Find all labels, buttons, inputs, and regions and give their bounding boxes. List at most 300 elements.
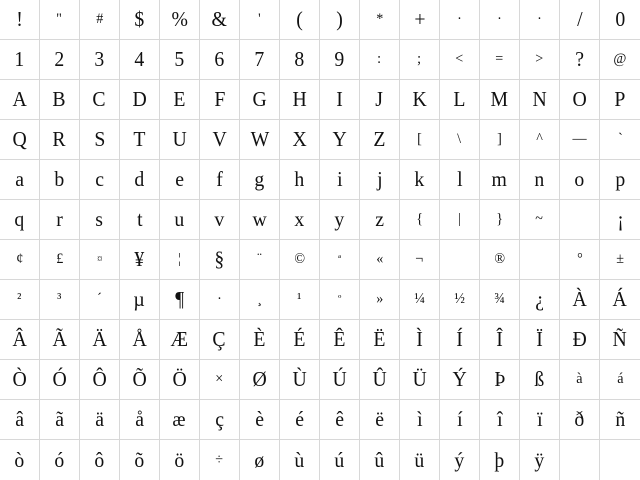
glyph-cell-G[interactable] bbox=[240, 80, 280, 120]
glyph-cell-Odieresis[interactable] bbox=[160, 360, 200, 400]
glyph-braceleft: { bbox=[416, 211, 423, 227]
glyph-cell-odieresis[interactable] bbox=[160, 440, 200, 480]
glyph-cell-L[interactable] bbox=[440, 80, 480, 120]
glyph-cell-u[interactable] bbox=[160, 200, 200, 240]
glyph-cell-currency[interactable] bbox=[80, 240, 120, 280]
glyph-cell-blank[interactable] bbox=[600, 440, 640, 480]
glyph-comma: · bbox=[457, 11, 462, 27]
glyph-r: r bbox=[56, 207, 63, 231]
glyph-cell-Ucircumflex[interactable] bbox=[360, 360, 400, 400]
glyph-cell-Iacute[interactable] bbox=[440, 320, 480, 360]
glyph-Idieresis: Ï bbox=[536, 327, 543, 351]
glyph-threesuperior: ³ bbox=[57, 291, 62, 307]
glyph-Q: Q bbox=[12, 127, 27, 151]
glyph-cell-bracketright[interactable] bbox=[480, 120, 520, 160]
glyph-x: x bbox=[294, 207, 305, 231]
glyph-cell-parenright[interactable] bbox=[320, 0, 360, 40]
glyph-cell-F[interactable] bbox=[200, 80, 240, 120]
glyph-acute: ´ bbox=[97, 291, 102, 307]
glyph-Eacute: É bbox=[293, 327, 306, 351]
glyph-eight: 8 bbox=[294, 47, 305, 71]
glyph-cell-yen[interactable] bbox=[120, 240, 160, 280]
glyph-egrave: è bbox=[255, 407, 264, 431]
glyph-onesuperior: ¹ bbox=[297, 291, 302, 307]
glyph-cell-section[interactable] bbox=[200, 240, 240, 280]
glyph-cell-p[interactable] bbox=[600, 160, 640, 200]
glyph-cell-questiondown[interactable] bbox=[520, 280, 560, 320]
glyph-less: < bbox=[455, 51, 464, 67]
glyph-bar: | bbox=[458, 211, 461, 227]
glyph-cell-o[interactable] bbox=[560, 160, 600, 200]
glyph-adieresis: ä bbox=[95, 407, 104, 431]
glyph-oslash: ø bbox=[254, 447, 265, 472]
glyph-mu: µ bbox=[133, 287, 146, 311]
glyph-AE: Æ bbox=[170, 327, 189, 351]
glyph-cell-cent[interactable] bbox=[0, 240, 40, 280]
glyph-u: u bbox=[174, 207, 185, 231]
glyph-Acircumflex: Â bbox=[12, 327, 27, 351]
glyph-cell-m[interactable] bbox=[480, 160, 520, 200]
glyph-cell-k[interactable] bbox=[400, 160, 440, 200]
glyph-cell-ucircumflex[interactable] bbox=[360, 440, 400, 480]
glyph-cell-edieresis[interactable] bbox=[360, 400, 400, 440]
glyph-cell-onesuperior[interactable] bbox=[280, 280, 320, 320]
glyph-cell-E[interactable] bbox=[160, 80, 200, 120]
glyph-cell-four[interactable] bbox=[120, 40, 160, 80]
glyph-cell-T[interactable] bbox=[120, 120, 160, 160]
glyph-cell-P[interactable] bbox=[600, 80, 640, 120]
glyph-periodcentered: · bbox=[217, 291, 222, 307]
glyph-M: M bbox=[490, 87, 509, 111]
glyph-cell-A[interactable] bbox=[0, 80, 40, 120]
glyph-divide: ÷ bbox=[215, 451, 224, 468]
glyph-T: T bbox=[133, 127, 146, 151]
glyph-cell-Atilde[interactable] bbox=[40, 320, 80, 360]
glyph-cell-grave[interactable] bbox=[600, 120, 640, 160]
glyph-F: F bbox=[214, 87, 225, 111]
glyph-s: s bbox=[95, 207, 104, 231]
glyph-cell-ordfeminine[interactable] bbox=[320, 240, 360, 280]
glyph-atilde: ã bbox=[55, 407, 64, 431]
glyph-yen: ¥ bbox=[134, 247, 145, 271]
glyph-Y: Y bbox=[332, 127, 347, 151]
glyph-cell-blank[interactable] bbox=[520, 240, 560, 280]
glyph-cell-I[interactable] bbox=[320, 80, 360, 120]
glyph-cell-guillemotright[interactable] bbox=[360, 280, 400, 320]
glyph-sterling: £ bbox=[55, 251, 64, 267]
glyph-O: O bbox=[572, 87, 587, 111]
glyph-cell-aring[interactable] bbox=[120, 400, 160, 440]
glyph-cell-at[interactable] bbox=[600, 40, 640, 80]
glyph-cell-e[interactable] bbox=[160, 160, 200, 200]
glyph-cell-dollar[interactable] bbox=[120, 0, 160, 40]
glyph-section: § bbox=[214, 247, 225, 271]
glyph-degree: ° bbox=[576, 251, 583, 267]
glyph-cell-six[interactable] bbox=[200, 40, 240, 80]
glyph-E: E bbox=[173, 87, 186, 111]
glyph-cell-Edieresis[interactable] bbox=[360, 320, 400, 360]
glyph-cell-b[interactable] bbox=[40, 160, 80, 200]
glyph-cell-ordmasculine[interactable] bbox=[320, 280, 360, 320]
glyph-cell-Udieresis[interactable] bbox=[400, 360, 440, 400]
glyph-z: z bbox=[375, 207, 384, 231]
glyph-cell-X[interactable] bbox=[280, 120, 320, 160]
glyph-cell-backslash[interactable] bbox=[440, 120, 480, 160]
glyph-cell-zero[interactable] bbox=[600, 0, 640, 40]
glyph-cell-multiply[interactable] bbox=[200, 360, 240, 400]
glyph-cell-h[interactable] bbox=[280, 160, 320, 200]
glyph-cell-y[interactable] bbox=[320, 200, 360, 240]
glyph-cell-eth[interactable] bbox=[560, 400, 600, 440]
glyph-question: ? bbox=[575, 47, 584, 71]
glyph-three: 3 bbox=[94, 47, 105, 71]
glyph-cell-asciicircum[interactable] bbox=[520, 120, 560, 160]
glyph-ordmasculine: º bbox=[337, 293, 342, 305]
glyph-nine: 9 bbox=[334, 47, 345, 71]
glyph-cell-f[interactable] bbox=[200, 160, 240, 200]
glyph-i: i bbox=[336, 167, 343, 191]
glyph-cell-AE[interactable] bbox=[160, 320, 200, 360]
glyph-cell-Aring[interactable] bbox=[120, 320, 160, 360]
glyph-yacute: ý bbox=[454, 447, 465, 472]
glyph-cell-Z[interactable] bbox=[360, 120, 400, 160]
glyph-oacute: ó bbox=[54, 447, 65, 472]
glyph-cell-plus[interactable] bbox=[400, 0, 440, 40]
glyph-at: @ bbox=[613, 51, 627, 67]
glyph-bracketright: ] bbox=[497, 131, 502, 147]
glyph-multiply: × bbox=[215, 371, 224, 387]
glyph-cent: ¢ bbox=[15, 251, 24, 267]
glyph-otilde: õ bbox=[134, 447, 145, 472]
glyph-cell-three[interactable] bbox=[80, 40, 120, 80]
glyph-cell-Otilde[interactable] bbox=[120, 360, 160, 400]
glyph-cell-one[interactable] bbox=[0, 40, 40, 80]
glyph-cell-braceleft[interactable] bbox=[400, 200, 440, 240]
glyph-aacute: á bbox=[616, 371, 624, 387]
glyph-cell-Igrave[interactable] bbox=[400, 320, 440, 360]
glyph-Ucircumflex: Û bbox=[372, 367, 387, 391]
glyph-cell-egrave[interactable] bbox=[240, 400, 280, 440]
glyph-five: 5 bbox=[174, 47, 185, 71]
glyph-cell-two[interactable] bbox=[40, 40, 80, 80]
glyph-cell-asterisk[interactable] bbox=[360, 0, 400, 40]
glyph-cell-H[interactable] bbox=[280, 80, 320, 120]
glyph-cell-idieresis[interactable] bbox=[520, 400, 560, 440]
glyph-cell-ydieresis[interactable] bbox=[520, 440, 560, 480]
glyph-cell-aacute[interactable] bbox=[600, 360, 640, 400]
glyph-thorn: þ bbox=[494, 447, 505, 472]
glyph-cell-exclamdown[interactable] bbox=[600, 200, 640, 240]
glyph-cell-quotesingle[interactable] bbox=[240, 0, 280, 40]
glyph-cell-n[interactable] bbox=[520, 160, 560, 200]
glyph-underscore: — bbox=[572, 131, 587, 147]
glyph-ecircumflex: ê bbox=[335, 407, 344, 431]
glyph-cell-percent[interactable] bbox=[160, 0, 200, 40]
glyph-cell-Eacute[interactable] bbox=[280, 320, 320, 360]
glyph-asterisk: * bbox=[375, 11, 384, 27]
glyph-cell-twosuperior[interactable] bbox=[0, 280, 40, 320]
glyph-cell-ugrave[interactable] bbox=[280, 440, 320, 480]
glyph-cell-eacute[interactable] bbox=[280, 400, 320, 440]
glyph-cell-bar[interactable] bbox=[440, 200, 480, 240]
glyph-cell-Aacute[interactable] bbox=[600, 280, 640, 320]
glyph-cell-greater[interactable] bbox=[520, 40, 560, 80]
glyph-cell-plusminus[interactable] bbox=[600, 240, 640, 280]
glyph-cell-Idieresis[interactable] bbox=[520, 320, 560, 360]
glyph-cell-D[interactable] bbox=[120, 80, 160, 120]
glyph-cell-r[interactable] bbox=[40, 200, 80, 240]
glyph-cell-z[interactable] bbox=[360, 200, 400, 240]
glyph-igrave: ì bbox=[416, 407, 423, 431]
glyph-cell-w[interactable] bbox=[240, 200, 280, 240]
glyph-cell-V[interactable] bbox=[200, 120, 240, 160]
glyph-cell-J[interactable] bbox=[360, 80, 400, 120]
glyph-cell-copyright[interactable] bbox=[280, 240, 320, 280]
glyph-cell-oacute[interactable] bbox=[40, 440, 80, 480]
glyph-onequarter: ¼ bbox=[414, 291, 425, 307]
glyph-cell-asciitilde[interactable] bbox=[520, 200, 560, 240]
glyph-cell-germandbls[interactable] bbox=[520, 360, 560, 400]
glyph-cell-M[interactable] bbox=[480, 80, 520, 120]
glyph-guillemotleft: « bbox=[375, 251, 384, 267]
glyph-cell-S[interactable] bbox=[80, 120, 120, 160]
glyph-cell-guillemotleft[interactable] bbox=[360, 240, 400, 280]
glyph-cell-otilde[interactable] bbox=[120, 440, 160, 480]
glyph-edieresis: ë bbox=[375, 407, 384, 431]
glyph-cell-softhyphen[interactable] bbox=[440, 240, 480, 280]
glyph-Oacute: Ó bbox=[52, 367, 67, 391]
glyph-questiondown: ¿ bbox=[535, 287, 544, 311]
glyph-cell-slash[interactable] bbox=[560, 0, 600, 40]
glyph-plus: + bbox=[413, 7, 426, 31]
glyph-Icircumflex: Î bbox=[496, 327, 503, 351]
glyph-cell-Egrave[interactable] bbox=[240, 320, 280, 360]
glyph-H: H bbox=[292, 87, 307, 111]
glyph-cell-Q[interactable] bbox=[0, 120, 40, 160]
glyph-Aacute: Á bbox=[612, 287, 628, 311]
glyph-cell-braceright[interactable] bbox=[480, 200, 520, 240]
glyph-h: h bbox=[294, 167, 305, 191]
glyph-ampersand: & bbox=[211, 7, 228, 31]
glyph-C: C bbox=[92, 87, 107, 111]
glyph-guillemotright: » bbox=[375, 291, 384, 307]
glyph-cell-logicalnot[interactable] bbox=[400, 240, 440, 280]
glyph-cell-blank[interactable] bbox=[560, 200, 600, 240]
glyph-cell-Y[interactable] bbox=[320, 120, 360, 160]
glyph-cell-Uacute[interactable] bbox=[320, 360, 360, 400]
glyph-cell-O[interactable] bbox=[560, 80, 600, 120]
glyph-Thorn: Þ bbox=[494, 367, 505, 391]
glyph-cedilla: ¸ bbox=[257, 291, 262, 307]
glyph-cell-blank[interactable] bbox=[560, 440, 600, 480]
glyph-cell-ocircumflex[interactable] bbox=[80, 440, 120, 480]
glyph-period: · bbox=[537, 11, 542, 27]
glyph-cell-question[interactable] bbox=[560, 40, 600, 80]
glyph-twosuperior: ² bbox=[17, 291, 22, 307]
glyph-cell-udieresis[interactable] bbox=[400, 440, 440, 480]
glyph-cell-c[interactable] bbox=[80, 160, 120, 200]
glyph-cell-bracketleft[interactable] bbox=[400, 120, 440, 160]
glyph-cell-atilde[interactable] bbox=[40, 400, 80, 440]
glyph-cell-registered[interactable] bbox=[480, 240, 520, 280]
glyph-cell-thorn[interactable] bbox=[480, 440, 520, 480]
glyph-cell-Ograve[interactable] bbox=[0, 360, 40, 400]
glyph-Adieresis: Ä bbox=[92, 327, 107, 351]
glyph-cell-acute[interactable] bbox=[80, 280, 120, 320]
glyph-g: g bbox=[254, 167, 265, 191]
glyph-eth: ð bbox=[574, 407, 585, 431]
glyph-cell-d[interactable] bbox=[120, 160, 160, 200]
glyph-cell-t[interactable] bbox=[120, 200, 160, 240]
glyph-Yacute: Ý bbox=[452, 367, 467, 391]
glyph-cell-U[interactable] bbox=[160, 120, 200, 160]
glyph-cell-q[interactable] bbox=[0, 200, 40, 240]
glyph-cell-Ntilde[interactable] bbox=[600, 320, 640, 360]
glyph-cell-B[interactable] bbox=[40, 80, 80, 120]
glyph-cell-nine[interactable] bbox=[320, 40, 360, 80]
glyph-quotedbl: " bbox=[56, 11, 63, 27]
glyph-cell-semicolon[interactable] bbox=[400, 40, 440, 80]
glyph-cell-l[interactable] bbox=[440, 160, 480, 200]
glyph-cell-ntilde[interactable] bbox=[600, 400, 640, 440]
glyph-cell-agrave[interactable] bbox=[560, 360, 600, 400]
glyph-cell-igrave[interactable] bbox=[400, 400, 440, 440]
glyph-cell-W[interactable] bbox=[240, 120, 280, 160]
glyph-cell-quotedbl[interactable] bbox=[40, 0, 80, 40]
glyph-two: 2 bbox=[54, 47, 65, 71]
glyph-cell-ae[interactable] bbox=[160, 400, 200, 440]
glyph-Edieresis: Ë bbox=[373, 327, 386, 351]
glyph-cell-Yacute[interactable] bbox=[440, 360, 480, 400]
glyph-cell-j[interactable] bbox=[360, 160, 400, 200]
glyph-cell-colon[interactable] bbox=[360, 40, 400, 80]
glyph-backslash: \ bbox=[457, 131, 462, 147]
glyph-percent: % bbox=[171, 7, 188, 31]
glyph-Otilde: Õ bbox=[132, 367, 147, 391]
glyph-cell-N[interactable] bbox=[520, 80, 560, 120]
glyph-dollar: $ bbox=[134, 7, 145, 31]
glyph-cell-ccedilla[interactable] bbox=[200, 400, 240, 440]
glyph-cell-iacute[interactable] bbox=[440, 400, 480, 440]
glyph-numbersign: # bbox=[95, 11, 104, 27]
glyph-cell-Oacute[interactable] bbox=[40, 360, 80, 400]
glyph-Ugrave: Ù bbox=[292, 367, 307, 391]
glyph-asciitilde: ~ bbox=[535, 211, 544, 227]
glyph-cell-seven[interactable] bbox=[240, 40, 280, 80]
glyph-cell-yacute[interactable] bbox=[440, 440, 480, 480]
glyph-cell-threesuperior[interactable] bbox=[40, 280, 80, 320]
glyph-cell-x[interactable] bbox=[280, 200, 320, 240]
glyph-four: 4 bbox=[134, 47, 145, 71]
glyph-udieresis: ü bbox=[414, 447, 425, 472]
glyph-cell-i[interactable] bbox=[320, 160, 360, 200]
glyph-cell-a[interactable] bbox=[0, 160, 40, 200]
glyph-cell-Ecircumflex[interactable] bbox=[320, 320, 360, 360]
glyph-cell-periodcentered[interactable] bbox=[200, 280, 240, 320]
glyph-cell-C[interactable] bbox=[80, 80, 120, 120]
glyph-idieresis: ï bbox=[536, 407, 543, 431]
glyph-currency: ¤ bbox=[96, 253, 103, 265]
glyph-cell-dieresis[interactable] bbox=[240, 240, 280, 280]
glyph-cell-K[interactable] bbox=[400, 80, 440, 120]
glyph-q: q bbox=[14, 207, 25, 231]
glyph-cell-R[interactable] bbox=[40, 120, 80, 160]
glyph-cell-cedilla[interactable] bbox=[240, 280, 280, 320]
glyph-a: a bbox=[15, 167, 24, 191]
glyph-Ograve: Ò bbox=[12, 367, 27, 391]
glyph-W: W bbox=[250, 127, 269, 151]
glyph-o: o bbox=[574, 167, 585, 191]
glyph-cell-ampersand[interactable] bbox=[200, 0, 240, 40]
glyph-n: n bbox=[534, 167, 545, 191]
glyph-cell-paragraph[interactable] bbox=[160, 280, 200, 320]
glyph-cell-Ccedilla[interactable] bbox=[200, 320, 240, 360]
glyph-cell-Ugrave[interactable] bbox=[280, 360, 320, 400]
glyph-cell-v[interactable] bbox=[200, 200, 240, 240]
glyph-cell-ograve[interactable] bbox=[0, 440, 40, 480]
glyph-X: X bbox=[292, 127, 307, 151]
glyph-cell-equal[interactable] bbox=[480, 40, 520, 80]
glyph-cell-numbersign[interactable] bbox=[80, 0, 120, 40]
glyph-cell-eight[interactable] bbox=[280, 40, 320, 80]
glyph-cell-exclam[interactable] bbox=[0, 0, 40, 40]
glyph-cell-five[interactable] bbox=[160, 40, 200, 80]
glyph-cell-Agrave[interactable] bbox=[560, 280, 600, 320]
glyph-v: v bbox=[214, 207, 225, 231]
glyph-cell-oslash[interactable] bbox=[240, 440, 280, 480]
glyph-cell-icircumflex[interactable] bbox=[480, 400, 520, 440]
glyph-cell-divide[interactable] bbox=[200, 440, 240, 480]
glyph-cell-brokenbar[interactable] bbox=[160, 240, 200, 280]
glyph-cell-adieresis[interactable] bbox=[80, 400, 120, 440]
glyph-cell-Oslash[interactable] bbox=[240, 360, 280, 400]
glyph-cell-ecircumflex[interactable] bbox=[320, 400, 360, 440]
glyph-cell-Thorn[interactable] bbox=[480, 360, 520, 400]
glyph-Ocircumflex: Ô bbox=[92, 367, 107, 391]
glyph-cell-mu[interactable] bbox=[120, 280, 160, 320]
glyph-icircumflex: î bbox=[496, 407, 503, 431]
glyph-dieresis: ¨ bbox=[257, 251, 262, 267]
glyph-cell-onequarter[interactable] bbox=[400, 280, 440, 320]
glyph-softhyphen bbox=[457, 252, 462, 267]
glyph-cell-Eth[interactable] bbox=[560, 320, 600, 360]
glyph-cell-less[interactable] bbox=[440, 40, 480, 80]
glyph-cell-Ocircumflex[interactable] bbox=[80, 360, 120, 400]
glyph-ucircumflex: û bbox=[374, 447, 385, 472]
glyph-cell-hyphen[interactable] bbox=[480, 0, 520, 40]
glyph-Uacute: Ú bbox=[332, 367, 347, 391]
glyph-plusminus: ± bbox=[616, 251, 624, 267]
glyph-cell-threequarters[interactable] bbox=[480, 280, 520, 320]
glyph-b: b bbox=[54, 167, 65, 191]
glyph-cell-degree[interactable] bbox=[560, 240, 600, 280]
glyph-cell-Adieresis[interactable] bbox=[80, 320, 120, 360]
glyph-cell-onehalf[interactable] bbox=[440, 280, 480, 320]
glyph-cell-Acircumflex[interactable] bbox=[0, 320, 40, 360]
glyph-cell-underscore[interactable] bbox=[560, 120, 600, 160]
glyph-cell-uacute[interactable] bbox=[320, 440, 360, 480]
glyph-cell-comma[interactable] bbox=[440, 0, 480, 40]
glyph-cell-parenleft[interactable] bbox=[280, 0, 320, 40]
glyph-exclam: ! bbox=[16, 7, 23, 31]
glyph-agrave: à bbox=[576, 371, 583, 387]
glyph-cell-Icircumflex[interactable] bbox=[480, 320, 520, 360]
glyph-cell-acircumflex[interactable] bbox=[0, 400, 40, 440]
glyph-cell-period[interactable] bbox=[520, 0, 560, 40]
glyph-cell-s[interactable] bbox=[80, 200, 120, 240]
glyph-cell-g[interactable] bbox=[240, 160, 280, 200]
glyph-cell-sterling[interactable] bbox=[40, 240, 80, 280]
